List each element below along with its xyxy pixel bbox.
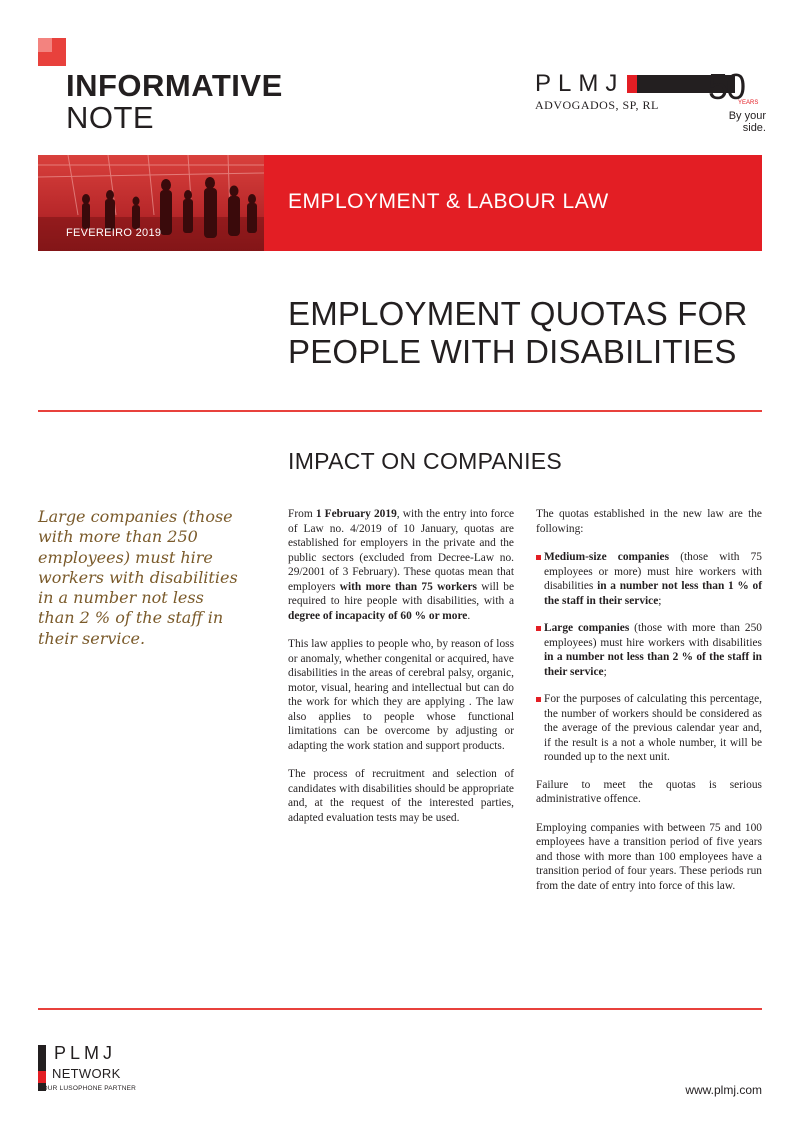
document-type-line2: NOTE (66, 100, 155, 135)
paragraph-entry-into-force: From 1 February 2019, with the entry into force of Law no. 4/2019 of 10 January, quotas are established for employers in the private and the public sectors (excluded from Decree-Law no. 29/2001 of 3 February). These quotas mean that employers with more than 75 workers will be required to hire people with disabilities, with a degree of incapacity of 60 % or more. (288, 508, 515, 622)
title-divider (38, 410, 762, 412)
practice-area-banner (38, 155, 762, 251)
anniversary-label: YEARS (738, 100, 759, 106)
corner-accent-square (38, 38, 66, 66)
tagline-line1: By your (728, 110, 766, 122)
publication-date: FEVEREIRO 2019 (66, 227, 162, 239)
firm-tagline (729, 110, 766, 134)
highlight-threshold: with more than 75 workers (339, 580, 477, 593)
bullet-square-icon (536, 555, 541, 560)
paragraph-scope: This law applies to people who, by reason of loss or anomaly, whether congenital or acquired, have disabilities in the areas of cerebral palsy, organic, motor, visual, hearing and intellectual but can do the work for which they are applying . The law also applies to people whose functional limitations can be overcome by adjusting or adapting the work station and support products. (288, 638, 514, 752)
anniversary-badge (706, 66, 766, 136)
paragraph-transition: Employing companies with between 75 and 100 employees have a transition period of five years and those with more than 100 employees have a transition period of four years. These periods run from the date of entry into force of this law. (536, 821, 762, 892)
plmj-logo (535, 70, 659, 113)
pull-quote: Large companies (those with more than 250 employees) must hire workers with disabilities in a number not less than 2 % of the staff in their service. (38, 507, 238, 648)
paragraph-recruitment: The process of recruitment and selection of candidates with disabilities should be appropriate and, at the request of the interested parties, adapted evaluation tests may be used. (288, 768, 514, 824)
partner-tagline: YOUR LUSOPHONE PARTNER (38, 1085, 137, 1092)
list-item-medium-companies: Medium-size companies (those with 75 employees or more) must hire workers with disabilities in a number not less than 1 % of the staff in their service; (536, 550, 762, 608)
footer-divider (38, 1008, 762, 1010)
section-heading: IMPACT ON COMPANIES (288, 448, 563, 474)
banner-photo (38, 155, 264, 251)
article-title (288, 295, 768, 371)
firm-name: PLMJ (535, 70, 625, 97)
document-type-title (66, 70, 283, 134)
paragraph-failure: Failure to meet the quotas is serious administrative offence. (536, 778, 762, 805)
highlight-date: 1 February 2019 (315, 508, 397, 520)
network-label: NETWORK (52, 1066, 121, 1081)
document-type-line1: INFORMATIVE (66, 68, 283, 103)
right-text-column (536, 507, 762, 907)
practice-area-label: EMPLOYMENT & LABOUR LAW (288, 190, 609, 213)
left-text-column (288, 507, 514, 839)
bullet-square-icon (536, 626, 541, 631)
tagline-line2: side. (742, 122, 766, 134)
highlight-incapacity: degree of incapacity of 60 % or more (288, 609, 468, 622)
list-item-calculation: For the purposes of calculating this percentage, the number of workers should be considered as the average of the previous calendar year and, if the result is a not a whole number, it will be rounded up to the next unit. (536, 692, 762, 765)
network-name: PLMJ (54, 1043, 117, 1063)
article-title-line2: PEOPLE WITH DISABILITIES (288, 333, 737, 370)
list-item-large-companies: Large companies (those with more than 250 employees) must hire workers with disabilities in a number not less than 2 % of the staff in their service; (536, 621, 762, 679)
website-link[interactable]: www.plmj.com (685, 1083, 762, 1097)
firm-subtitle: ADVOGADOS, SP, RL (535, 98, 659, 112)
anniversary-number: 50 (708, 66, 745, 107)
bullet-square-icon (536, 697, 541, 702)
article-title-line1: EMPLOYMENT QUOTAS FOR (288, 295, 748, 332)
paragraph-quotas-intro: The quotas established in the new law are the following: (536, 508, 762, 535)
